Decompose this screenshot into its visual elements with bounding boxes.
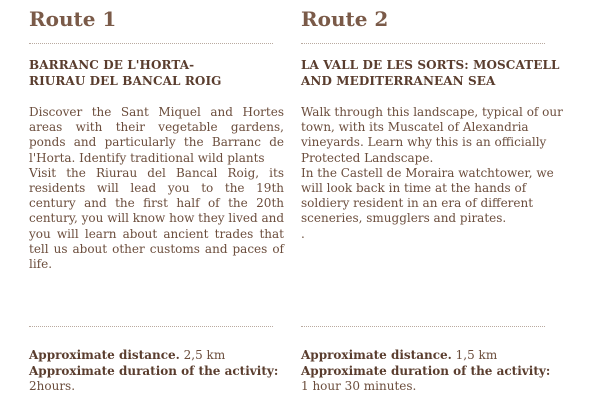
route-1-top-divider (29, 43, 273, 44)
route-2-column (301, 0, 563, 402)
route-2-distance (301, 348, 581, 364)
route-1-distance (29, 348, 309, 364)
route-1-facts (29, 348, 309, 395)
route-2-subtitle: LA VALL DE LES SORTS: MOSCATELL AND MEDITERRANEAN SEA (301, 58, 560, 88)
route-2-description-paragraph: . (301, 226, 305, 241)
route-2-bottom-divider (301, 326, 545, 327)
route-1-duration-label: Approximate duration of the activity: (29, 363, 279, 378)
route-1-duration-value: 2hours. (29, 379, 76, 393)
route-2-description-paragraph: In the Castell de Moraira watchtower, we will look back in time at the hands of soldiery resident in an era of different sceneries, smugglers and pirates. (301, 165, 554, 226)
route-2-top-divider (301, 43, 545, 44)
route-2-duration-value: 1 hour 30 minutes. (301, 379, 417, 393)
route-1-subtitle: BARRANC DE L'HORTA- RIURAU DEL BANCAL ROIG (29, 58, 222, 88)
route-2-description-paragraph: Walk through this landscape, typical of our town, with its Muscatel of Alexandria vineyards. Learn why this is an officially Protected Landscape. (301, 105, 563, 165)
distance-value: 1,5 km (455, 348, 498, 362)
route-1-title: Route 1 (29, 7, 117, 31)
route-2-title: Route 2 (301, 7, 389, 31)
route-1-description-paragraph: Visit the Riurau del Bancal Roig, its residents will lead you to the 19th century and the first half of the 20th century, you will know how they lived and you will learn about ancient trades that tell us about other customs and paces of life. (29, 165, 285, 272)
route-1-bottom-divider (29, 326, 273, 327)
distance-value: 2,5 km (183, 348, 226, 362)
route-1-column (29, 0, 291, 402)
distance-label: Approximate distance. (29, 348, 180, 362)
route-1-description (29, 105, 284, 272)
distance-label: Approximate distance. (301, 348, 452, 362)
route-2-duration-label: Approximate duration of the activity: (301, 363, 551, 378)
route-2-description (301, 105, 563, 242)
route-1-description-paragraph: Discover the Sant Miquel and Hortes areas with their vegetable gardens, ponds and particularly the Barranc de l'Horta. Identify traditional wild plants (29, 105, 284, 165)
route-2-facts (301, 348, 581, 395)
